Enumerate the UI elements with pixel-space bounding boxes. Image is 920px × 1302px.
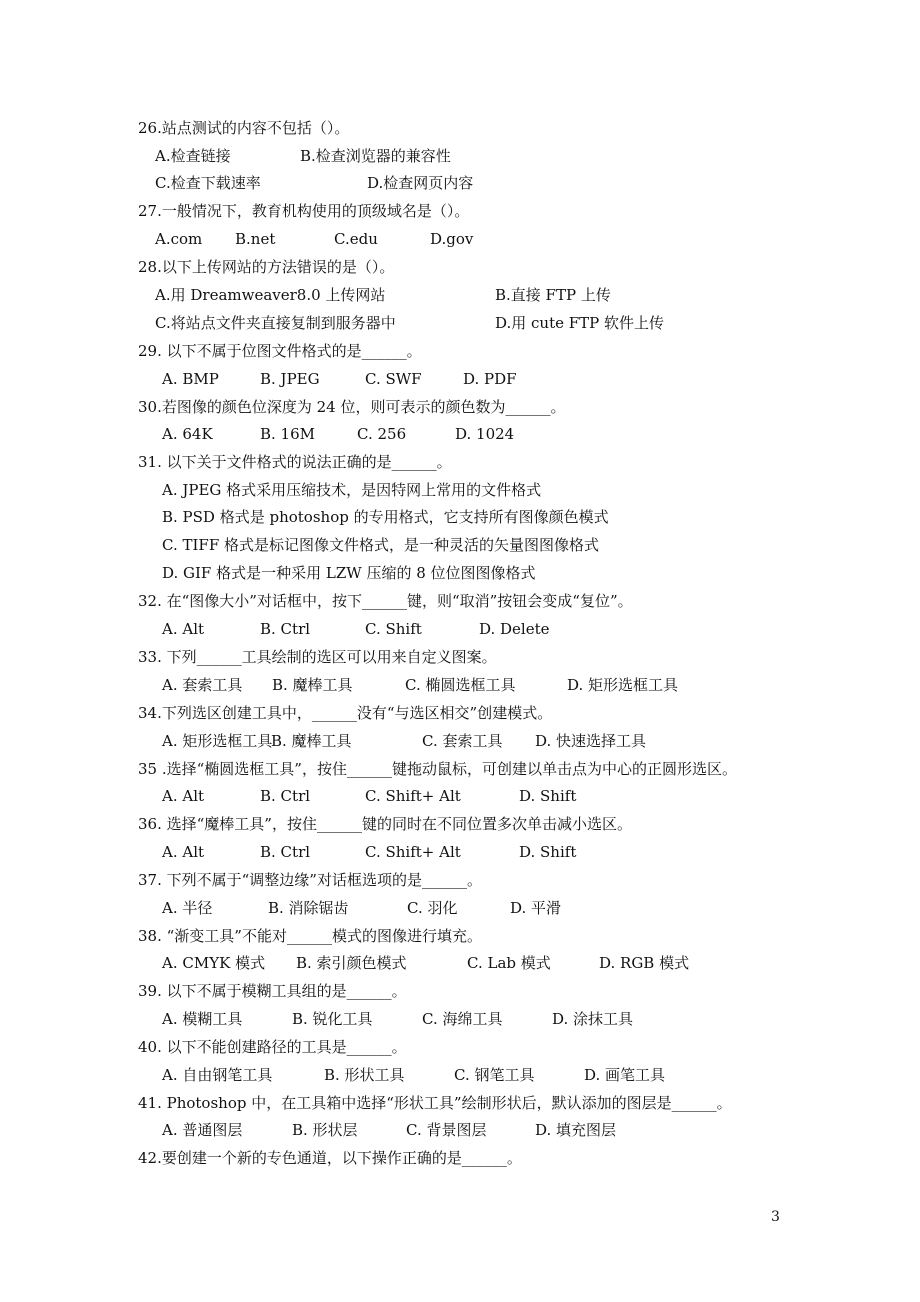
answer-option: D. Shift xyxy=(519,843,577,861)
option-row xyxy=(0,143,920,169)
answer-option: C. 椭圆选框工具 xyxy=(405,676,516,694)
answer-option: D. PDF xyxy=(463,370,517,388)
question-stem: 37. 下列不属于“调整边缘”对话框选项的是______。 xyxy=(138,871,482,889)
answer-option: A. 模糊工具 xyxy=(162,1010,243,1028)
question-stem: 33. 下列______工具绘制的选区可以用来自定义图案。 xyxy=(138,648,497,666)
question-stem: 35 .选择“椭圆选框工具”，按住______键拖动鼠标，可创建以单击点为中心的正圆形选区。 xyxy=(138,760,737,778)
question-stem: 40. 以下不能创建路径的工具是______。 xyxy=(138,1038,407,1056)
answer-option: C. Shift+ Alt xyxy=(365,843,461,861)
answer-option: D. 1024 xyxy=(455,425,515,443)
option-row xyxy=(0,310,920,336)
answer-option: B. JPEG xyxy=(260,370,320,388)
answer-option: B. 索引颜色模式 xyxy=(296,954,407,972)
answer-option: B.检查浏览器的兼容性 xyxy=(300,147,451,165)
answer-option: C. 套索工具 xyxy=(422,732,503,750)
answer-option: C. SWF xyxy=(365,370,422,388)
option-row xyxy=(0,1062,920,1088)
answer-option: B. Ctrl xyxy=(260,843,311,861)
answer-option: A.用 Dreamweaver8.0 上传网站 xyxy=(155,286,386,304)
answer-option: A. Alt xyxy=(162,620,205,638)
answer-option: D. 填充图层 xyxy=(535,1121,617,1139)
answer-option: A. 自由钢笔工具 xyxy=(162,1066,273,1084)
answer-option: A. Alt xyxy=(162,843,205,861)
answer-option: D. 平滑 xyxy=(510,899,562,917)
answer-option: A.com xyxy=(155,230,203,248)
answer-option: D. Delete xyxy=(479,620,550,638)
answer-option: B.net xyxy=(235,230,276,248)
answer-option: C. TIFF 格式是标记图像文件格式，是一种灵活的矢量图图像格式 xyxy=(162,536,599,554)
option-row xyxy=(0,1006,920,1032)
answer-option: C. Shift+ Alt xyxy=(365,787,461,805)
option-row xyxy=(0,616,920,642)
answer-option: D. Shift xyxy=(519,787,577,805)
question-stem: 31. 以下关于文件格式的说法正确的是______。 xyxy=(138,453,452,471)
answer-option: D.检查网页内容 xyxy=(367,174,474,192)
question-stem: 34.下列选区创建工具中，______没有“与选区相交”创建模式。 xyxy=(138,704,553,722)
question-stem: 27.一般情况下，教育机构使用的顶级域名是（）。 xyxy=(138,202,470,220)
answer-option: B. Ctrl xyxy=(260,787,311,805)
answer-option: D. 画笔工具 xyxy=(584,1066,666,1084)
option-row xyxy=(0,728,920,754)
question-stem: 28.以下上传网站的方法错误的是（）。 xyxy=(138,258,395,276)
question-stem: 30.若图像的颜色位深度为 24 位，则可表示的颜色数为______。 xyxy=(138,398,566,416)
option-row xyxy=(0,672,920,698)
option-row xyxy=(0,839,920,865)
answer-option: B. PSD 格式是 photoshop 的专用格式，它支持所有图像颜色模式 xyxy=(162,508,609,526)
question-stem: 32. 在“图像大小”对话框中，按下______键，则“取消”按钮会变成“复位”。 xyxy=(138,592,633,610)
answer-option: B. Ctrl xyxy=(260,620,311,638)
answer-option: A. 普通图层 xyxy=(162,1121,243,1139)
answer-option: D. RGB 模式 xyxy=(599,954,690,972)
question-stem: 39. 以下不属于模糊工具组的是______。 xyxy=(138,982,407,1000)
answer-option: A. 半径 xyxy=(162,899,213,917)
answer-option: C. 256 xyxy=(357,425,407,443)
answer-option: C. 羽化 xyxy=(407,899,458,917)
answer-option: A. 64K xyxy=(162,425,213,443)
answer-option: D. 涂抹工具 xyxy=(552,1010,634,1028)
answer-option: C. 背景图层 xyxy=(406,1121,487,1139)
answer-option: A.检查链接 xyxy=(155,147,231,165)
answer-option: C.edu xyxy=(334,230,378,248)
answer-option: B. 魔棒工具 xyxy=(272,676,353,694)
option-row xyxy=(0,950,920,976)
answer-option: B.直接 FTP 上传 xyxy=(495,286,611,304)
question-stem: 26.站点测试的内容不包括（）。 xyxy=(138,119,350,137)
answer-option: A. BMP xyxy=(162,370,219,388)
option-row xyxy=(0,226,920,252)
option-row xyxy=(0,560,920,586)
question-stem: 42.要创建一个新的专色通道，以下操作正确的是______。 xyxy=(138,1149,522,1167)
answer-option: C. Shift xyxy=(365,620,422,638)
answer-option: A. JPEG 格式采用压缩技术，是因特网上常用的文件格式 xyxy=(162,481,542,499)
option-row xyxy=(0,477,920,503)
answer-option: B. 魔棒工具 xyxy=(271,732,352,750)
option-row xyxy=(0,895,920,921)
answer-option: B. 形状层 xyxy=(292,1121,358,1139)
answer-option: C. 海绵工具 xyxy=(422,1010,503,1028)
answer-option: B. 锐化工具 xyxy=(292,1010,373,1028)
answer-option: A. 矩形选框工具 xyxy=(162,732,273,750)
answer-option: A. CMYK 模式 xyxy=(162,954,266,972)
option-row xyxy=(0,783,920,809)
answer-option: C.将站点文件夹直接复制到服务器中 xyxy=(155,314,396,332)
answer-option: B. 消除锯齿 xyxy=(268,899,349,917)
question-stem: 41. Photoshop 中，在工具箱中选择“形状工具”绘制形状后，默认添加的图层是______。 xyxy=(138,1094,732,1112)
option-row xyxy=(0,366,920,392)
answer-option: C. 钢笔工具 xyxy=(454,1066,535,1084)
answer-option: D. 快速选择工具 xyxy=(535,732,647,750)
answer-option: D. GIF 格式是一种采用 LZW 压缩的 8 位位图图像格式 xyxy=(162,564,536,582)
option-row xyxy=(0,282,920,308)
answer-option: B. 16M xyxy=(260,425,316,443)
question-stem: 29. 以下不属于位图文件格式的是______。 xyxy=(138,342,422,360)
answer-option: A. Alt xyxy=(162,787,205,805)
answer-option: A. 套索工具 xyxy=(162,676,243,694)
question-stem: 36. 选择“魔棒工具”，按住______键的同时在不同位置多次单击减小选区。 xyxy=(138,815,632,833)
answer-option: D. 矩形选框工具 xyxy=(567,676,679,694)
page-number: 3 xyxy=(771,1209,780,1225)
option-row xyxy=(0,532,920,558)
option-row xyxy=(0,1117,920,1143)
answer-option: D.gov xyxy=(430,230,474,248)
answer-option: B. 形状工具 xyxy=(324,1066,405,1084)
answer-option: D.用 cute FTP 软件上传 xyxy=(495,314,665,332)
question-stem: 38. “渐变工具”不能对______模式的图像进行填充。 xyxy=(138,927,482,945)
answer-option: C. Lab 模式 xyxy=(467,954,551,972)
option-row xyxy=(0,170,920,196)
option-row xyxy=(0,421,920,447)
answer-option: C.检查下载速率 xyxy=(155,174,261,192)
option-row xyxy=(0,504,920,530)
